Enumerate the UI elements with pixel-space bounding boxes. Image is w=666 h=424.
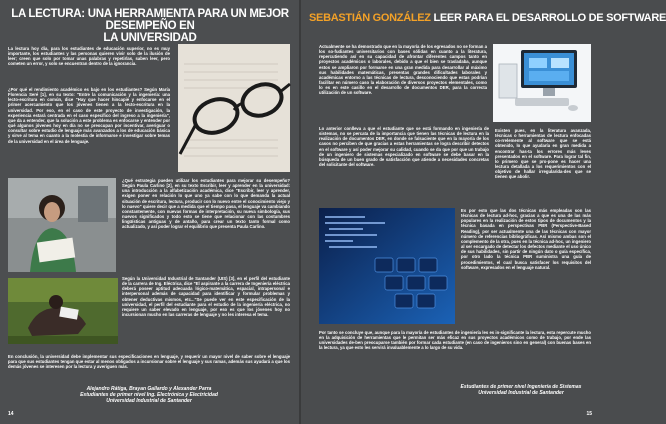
glasses-icon	[178, 44, 290, 172]
university-line: Universidad Industrial de Santander	[106, 398, 192, 404]
title-line-1: LA LECTURA: UNA HERRAMIENTA PARA UN MEJOR DESEMPEÑO EN	[11, 8, 289, 32]
paragraph-performance: ¿Por qué el rendimiento académico es bajo en los estudiantes? Según María Florencia Seré [1], en su texto: "Entre la comunicación y la ingeniería: una lecto-escritura en común, dice "Hay que hacer hincapié y enfocarse en el primer acercamiento que los jóvenes tienen a la lecto-escritura en la universidad. Por eso, en el caso de este proyecto de investigación, la experiencia estará centrada en el caso específico del ingreso a la ingeniería", que da a entender, que la solución a este problema es enfocarse y entender por qué algunos jóvenes hoy en día no se preocupan por incentivar, averiguar o consultar sobre estudio de lenguaje más avanzados a los de educación básica y sirve al tema en cuanto a la molestia de informarse e investigar sobre temas de la universidad en el área de lenguaje.	[8, 87, 170, 144]
code-keyboard-photo	[319, 208, 455, 324]
paragraph-conclusion: En conclusión, la universidad debe implementar sus especificaciones en lenguaje, y requerir un mayor nivel de saber sobre el lenguaje para que sus estudiantes tengan que estar al menos obligados a incursionar sobre el lenguaje y sus ramas, además sus ayudará a que los demás jóvenes se interesen por la lectura y averiguen más.	[8, 354, 290, 370]
program-line: Estudiantes de primer nivel Ing. Electrónica y Electricidad	[80, 392, 218, 398]
program-line-right: Estudiantes de primer nivel Ingeniería de Sistemas	[460, 384, 582, 390]
paragraph-strategy: ¿Qué estrategia pueden utilizar los estudiantes para mejorar su desempeño? Según Paula Carlino [2], en su texto Escribir, leer y aprender en la universidad: una introducción a la alfabetización académica, dice "Escribir, leer y aprender, exigen poner en relación lo que uno ya sabe con lo que demanda la actual situación de escritura, lectura, producir con lo nuevo entre el conocimiento viejo y lo nuevo" quiere decir que a medida que el tiempo pasa, el lenguaje va cambiando constantemente, con nuevas formas de interpretación, su nueva simbología, sus nuevos significados y todo esto se tiene que relacionar con las costumbres lingüísticas antiguas y de antaño, para crear un texto tanto formal como actualizado, y así poder lograr el equilibrio que presenta Paula Carlino.	[122, 178, 290, 230]
glasses-photo	[178, 44, 290, 172]
computer-photo	[493, 44, 591, 122]
left-page	[0, 0, 299, 424]
title-text: LEER PARA EL DESARROLLO DE SOFTWARE	[430, 12, 666, 24]
right-footer	[451, 384, 591, 396]
paragraph-conclusion-right: Por tanto se concluye que, aunque para la mayoría de estudiantes de ingeniería les es in-significante la lectura, esta repercute mucho en la adquisición de herramientas que le permitan ser más eficaz en sus proyectos académicos como de trabajo, por ende las universidades de-ben preocuparse también por formar cada estudiante (en caso de ingenieros sino en general) con buenas bases en la lectura, ya que esto les servirá invaluablemente a lo largo de su vida.	[319, 330, 591, 351]
paragraph-techniques: Existen pues, en la literatura avanzada, técnicas o herramientas de lectura enfocadas co-rrelemente al software que se está obtenido, lo que ayudaría en gran medida a encontrar has-ta los errores más leves presentados en el software. Para lograr tal fin, lo primero que se pro-pone es hacer una lectura detallada a los requerimientos con el objetivo de hallar irregularida-des que se tienen que abolir.	[495, 128, 591, 180]
paragraph-literature: Actualmente se ha demostrado que en la mayoría de los egresados no se forman a los so-fudiantes universitarios con bases sólidas en cuanto a la literatura, repercutiendo así en su capacidad de afrontar diferentes campos tanto en proyectos académicos o laborales, debido a que el bien se trasladaba, aunque estos se ampliaron por formarse en una gran medida para desarrollar al máximo sus habilidades matemáticas, presentas grandes dificultades laborales y académicas entorno a las técnicas de lectura, desconociendo que estas podrían facilitar en número caso la elaboración de diversos proyectos elementales, como lo es en este casillo en el desarrollo de documentos DER, para la correcta utilización de un software.	[319, 44, 487, 96]
authors-line: Alejandro Rátiga, Brayan Gallardo y Alexander Parra	[86, 386, 212, 392]
article-title	[10, 8, 290, 44]
paragraph-der: Lo anterior conlleva a que el estudiante que se está formando en ingeniería de sistemas, no se percata de la importancia que tienen las técnicas de lectura en la realización de documentos DER, en donde se falsaciente que en la mayoría de los casos no perciben de que gracias a estas herramientas se logra describir detectos en el software y así poder mejorar su calidad, cuando se da que por que un trabajo de un ingeniero de sistemas especializado en software se debe basar en la búsqueda de un buen grado de satisfacción que atiende a necesidades concretas del solicitante del software.	[319, 126, 489, 168]
author-name: SEBASTIÁN GONZÁLEZ	[309, 12, 431, 24]
right-page	[301, 0, 666, 424]
university-line-right: Universidad Industrial de Santander	[478, 390, 564, 396]
left-footer	[8, 386, 290, 404]
page-number-left: 14	[8, 411, 14, 417]
paragraph-uis-profile: Según la Universidad Industrial de Santander (UIS) [3], en el perfil del estudiante de la carrera de Ing. Eléctrica, dice "El aspirante a la carrera de Ingeniería eléctrica deberá poseer aptitud adecuada lógico-matemática, espacial, intrapersonal e interpersonal además de capacidad para identificar y formular problemas y obtener deductivas mismos, etc..."Se puede ver en este especificación de la universidad, el perfil del estudiante para el estudio de la ingeniería eléctrica, no requiere un saber elevado en lenguaje, por eso es que los jóvenes hoy no incursionan mucho en las carreras de lenguaje y no les interesa el tema.	[122, 276, 290, 318]
paragraph-intro: La lectura hoy día, para los estudiantes de educación superior, no es muy importante, los estudiantes y las personas quieren vivir solo de la ilusión de leer; creen que solo por tomar unas palabras y repetirlas, saben leer, pero cometen un error, y solo se encuentran dentro de la ignorancia.	[8, 46, 170, 67]
page-number-right: 15	[586, 411, 592, 417]
article-title-right	[309, 12, 666, 24]
reading-outdoors-photo	[8, 278, 118, 344]
title-line-2: LA UNIVERSIDAD	[103, 32, 197, 44]
student-reading-photo	[8, 178, 116, 272]
paragraph-adhoc-pbr: Es por esto que las dos técnicas más empleadas son las técnicas de lectura ad-hoc, gracias a que es una de las más populares en la realización de estos tipos de documentos y la técnica basada en perspectivas PBR (Perspective-Based Reading), por ser actualmente una de las técnicas con mayor número de referencias bibliográficas. Así mismo ambas son el complemento de la otra, pues en la técnica ad-hoc, un ingeniero al ser encargado de detectar los defectos mediante el uso único de sus habilidades, sin partir de ningún dato o guía específica, por otro lado la técnica PBR suministra una guía de procedimientos, el cual busca satisfacer los requisitos del software, expresados en el lenguaje natural.	[461, 208, 591, 270]
